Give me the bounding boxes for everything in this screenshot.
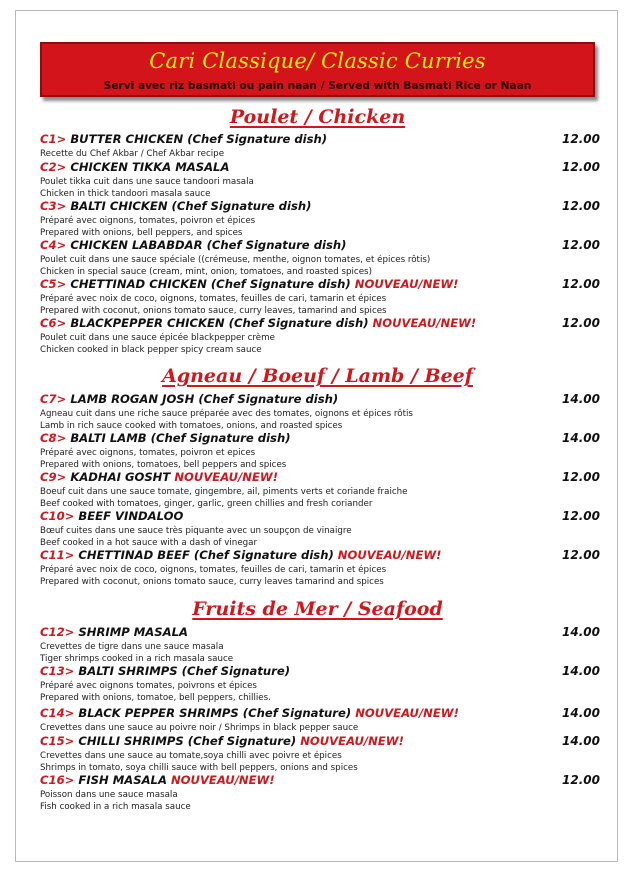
item-description: Crevettes dans une sauce au tomate,soya chilli avec poivre et épices <box>40 751 342 761</box>
menu-item <box>40 546 600 588</box>
item-price: 14.00 <box>562 625 600 639</box>
item-price: 14.00 <box>562 431 600 445</box>
menu-item <box>40 771 600 813</box>
item-description: Chicken cooked in black pepper spicy cream sauce <box>40 345 262 355</box>
menu-item <box>40 197 600 239</box>
item-description: Crevettes dans une sauce au poivre noir / Shrimps in black pepper sauce <box>40 723 359 733</box>
item-name: FISH MASALA <box>78 773 167 787</box>
item-description: Beef cooked with tomatoes, ginger, garlic, green chillies and fresh coriander <box>40 499 373 509</box>
item-name: CHETTINAD CHICKEN (Chef Signature dish) <box>70 277 351 291</box>
item-name: LAMB ROGAN JOSH (Chef Signature dish) <box>70 392 339 406</box>
item-price: 14.00 <box>562 706 600 720</box>
item-code: C1> <box>40 132 67 146</box>
menu-item <box>40 390 600 432</box>
menu-item <box>40 662 600 704</box>
item-description: Chicken in special sauce (cream, mint, onion, tomatoes, and roasted spices) <box>40 267 372 277</box>
menu-item-header <box>40 771 600 789</box>
section-title: Poulet / Chicken <box>229 106 406 128</box>
menu-item <box>40 507 600 549</box>
item-name: BLACK PEPPER SHRIMPS (Chef Signature) <box>78 706 352 720</box>
section-title: Agneau / Boeuf / Lamb / Beef <box>162 365 473 387</box>
item-price: 12.00 <box>562 160 600 174</box>
item-description: Prepared with coconut, onions tomato sauce, curry leaves tamarind and spices <box>40 577 384 587</box>
item-name: CHICKEN LABABDAR (Chef Signature dish) <box>70 238 347 252</box>
menu-item <box>40 623 600 665</box>
menu-item-header <box>40 546 600 564</box>
menu-item-header <box>40 158 600 176</box>
menu-item <box>40 130 600 160</box>
menu-title: Cari Classique/ Classic Curries <box>149 49 486 73</box>
item-price: 14.00 <box>562 392 600 406</box>
item-price: 12.00 <box>562 132 600 146</box>
menu-item <box>40 732 600 774</box>
item-price: 12.00 <box>562 548 600 562</box>
item-description: Crevettes de tigre dans une sauce masala <box>40 642 224 652</box>
item-description: Prepared with onions, bell peppers, and spices <box>40 228 243 238</box>
item-price: 12.00 <box>562 238 600 252</box>
item-description: Chicken in thick tandoori masala sauce <box>40 189 211 199</box>
item-price: 12.00 <box>562 277 600 291</box>
menu-item-header <box>40 275 600 293</box>
item-price: 12.00 <box>562 773 600 787</box>
menu-item <box>40 236 600 278</box>
item-code: C7> <box>40 392 67 406</box>
new-badge: NOUVEAU/NEW! <box>354 277 459 291</box>
item-description: Shrimps in tomato, soya chilli sauce with bell peppers, onions and spices <box>40 763 358 773</box>
menu-item-header <box>40 236 600 254</box>
item-description: Beef cooked in a hot sauce with a dash of vinegar <box>40 538 258 548</box>
new-badge: NOUVEAU/NEW! <box>174 470 279 484</box>
item-description: Préparé avec oignons, tomates, poivron et epices <box>40 448 256 458</box>
menu-item-header <box>40 390 600 408</box>
section-title: Fruits de Mer / Seafood <box>192 598 443 620</box>
menu-item <box>40 429 600 471</box>
menu-header-banner <box>40 42 595 97</box>
item-description: Préparé avec noix de coco, oignons, tomates, feuilles de cari, tamarin et épices <box>40 294 387 304</box>
menu-item <box>40 468 600 510</box>
item-price: 14.00 <box>562 734 600 748</box>
item-description: Prepared with onions, tomatoes, bell peppers and spices <box>40 460 287 470</box>
item-description: Boeuf cuit dans une sauce tomate, gingembre, ail, piments verts et coriande fraiche <box>40 487 408 497</box>
item-description: Poulet tikka cuit dans une sauce tandoori masala <box>40 177 254 187</box>
item-price: 12.00 <box>562 509 600 523</box>
item-name: CHICKEN TIKKA MASALA <box>70 160 230 174</box>
menu-item <box>40 275 600 317</box>
item-code: C6> <box>40 316 67 330</box>
item-description: Préparé avec oignons, tomates, poivron et épices <box>40 216 256 226</box>
menu-item-header <box>40 314 600 332</box>
item-code: C4> <box>40 238 67 252</box>
new-badge: NOUVEAU/NEW! <box>372 316 477 330</box>
item-description: Bœuf cuites dans une sauce très piquante avec un soupçon de vinaigre <box>40 526 352 536</box>
item-name: BUTTER CHICKEN (Chef Signature dish) <box>70 132 328 146</box>
item-code: C11> <box>40 548 75 562</box>
menu-subtitle: Servi avec riz basmati ou pain naan / Served with Basmati Rice or Naan <box>103 80 532 92</box>
item-description: Poulet cuit dans une sauce épicée blackpepper crème <box>40 333 275 343</box>
item-description: Tiger shrimps cooked in a rich masala sauce <box>40 654 234 664</box>
item-description: Fish cooked in a rich masala sauce <box>40 802 191 812</box>
menu-item-header <box>40 704 600 722</box>
new-badge: NOUVEAU/NEW! <box>355 706 459 720</box>
menu-item <box>40 158 600 200</box>
item-code: C16> <box>40 773 75 787</box>
item-name: CHILLI SHRIMPS (Chef Signature) <box>78 734 297 748</box>
item-name: BALTI LAMB (Chef Signature dish) <box>70 431 291 445</box>
item-description: Lamb in rich sauce cooked with tomatoes, onions, and roasted spices <box>40 421 343 431</box>
menu-item-header <box>40 623 600 641</box>
menu-item-header <box>40 732 600 750</box>
item-name: BLACKPEPPER CHICKEN (Chef Signature dish) <box>70 316 369 330</box>
item-name: CHETTINAD BEEF (Chef Signature dish) <box>78 548 334 562</box>
new-badge: NOUVEAU/NEW! <box>300 734 404 748</box>
item-code: C13> <box>40 664 75 678</box>
item-description: Préparé avec oignons tomates, poivrons et épices <box>40 681 257 691</box>
menu-item <box>40 704 600 734</box>
item-description: Prepared with coconut, onions tomato sauce, curry leaves, tamarind and spices <box>40 306 387 316</box>
item-description: Poulet cuit dans une sauce spéciale ((crémeuse, menthe, oignon tomates, et épices rôtis) <box>40 255 431 265</box>
menu-item-header <box>40 130 600 148</box>
item-name: KADHAI GOSHT <box>70 470 171 484</box>
item-code: C10> <box>40 509 75 523</box>
item-description: Recette du Chef Akbar / Chef Akbar recipe <box>40 149 225 159</box>
item-code: C2> <box>40 160 67 174</box>
item-code: C15> <box>40 734 75 748</box>
item-code: C3> <box>40 199 67 213</box>
item-description: Préparé avec noix de coco, oignons, tomates, feuilles de cari, tamarin et épices <box>40 565 387 575</box>
menu-item-header <box>40 662 600 680</box>
item-price: 12.00 <box>562 470 600 484</box>
item-price: 12.00 <box>562 199 600 213</box>
item-code: C12> <box>40 625 75 639</box>
menu-item-header <box>40 429 600 447</box>
item-code: C9> <box>40 470 67 484</box>
menu-item-header <box>40 468 600 486</box>
new-badge: NOUVEAU/NEW! <box>170 773 275 787</box>
item-name: BEEF VINDALOO <box>78 509 184 523</box>
item-price: 12.00 <box>562 316 600 330</box>
item-description: Agneau cuit dans une riche sauce préparée avec des tomates, oignons et épices rôtis <box>40 409 413 419</box>
item-name: SHRIMP MASALA <box>78 625 188 639</box>
item-description: Prepared with onions, tomatoe, bell peppers, chillies. <box>40 693 271 703</box>
item-description: Poisson dans une sauce masala <box>40 790 178 800</box>
item-code: C8> <box>40 431 67 445</box>
menu-item <box>40 314 600 356</box>
item-code: C14> <box>40 706 75 720</box>
item-code: C5> <box>40 277 67 291</box>
item-price: 14.00 <box>562 664 600 678</box>
menu-item-header <box>40 197 600 215</box>
item-name: BALTI SHRIMPS (Chef Signature) <box>78 664 291 678</box>
item-name: BALTI CHICKEN (Chef Signature dish) <box>70 199 312 213</box>
menu-item-header <box>40 507 600 525</box>
new-badge: NOUVEAU/NEW! <box>337 548 442 562</box>
